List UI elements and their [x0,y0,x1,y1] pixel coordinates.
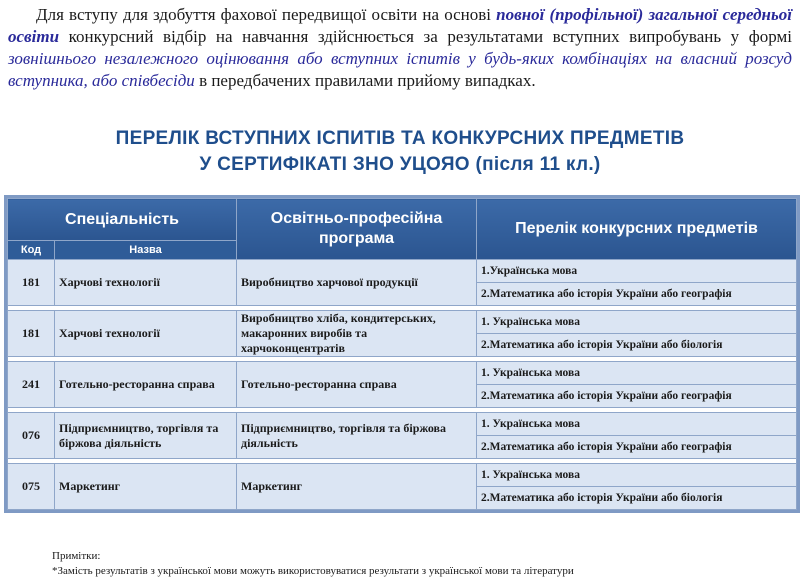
intro-text-1: Для вступу для здобуття фахової передвищої освіти на основі [36,5,497,24]
subject-item: 2.Математика або історія України або біологія [477,487,797,510]
subject-item: 2.Математика або історія України або географія [477,436,797,459]
subject-item: 1. Українська мова [477,413,797,436]
specialty-code: 181 [8,260,55,306]
intro-text-3: в передбачених правилами прийому випадках. [194,71,536,90]
specialty-code: 181 [8,311,55,357]
specialty-name: Готельно-ресторанна справа [55,362,237,408]
program-name: Маркетинг [237,464,477,510]
table-row [8,311,797,334]
subject-item: 2.Математика або історія України або географія [477,283,797,306]
specialty-name: Харчові технології [55,311,237,357]
header-specialty: Спеціальність [8,199,237,241]
specialty-name: Маркетинг [55,464,237,510]
notes [52,549,792,579]
table-row [8,464,797,487]
title-line-2: У СЕРТИФІКАТІ ЗНО УЦОЯО (після 11 кл.) [199,154,601,175]
intro-paragraph [8,4,792,92]
specialty-name: Підприємництво, торгівля та біржова діяльність [55,413,237,459]
program-name: Виробництво харчової продукції [237,260,477,306]
subject-item: 2.Математика або історія України або географія [477,385,797,408]
subject-item: 1.Українська мова [477,260,797,283]
header-name: Назва [55,241,237,260]
table-row [8,260,797,283]
subject-item: 1. Українська мова [477,464,797,487]
specialty-code: 241 [8,362,55,408]
subject-item: 1. Українська мова [477,311,797,334]
program-name: Виробництво хліба, кондитерських, макаронних виробів та харчоконцентратів [237,311,477,357]
subjects-table [4,195,800,513]
notes-text: *Замість результатів з української мови можуть використовуватися результати з української мови та літератури [52,565,574,577]
intro-emphasis-exams: зовнішнього незалежного оцінювання або вступних іспитів у будь-яких комбінаціях на власний розсуд вступника, або співбесіди [8,49,792,90]
table-row [8,362,797,385]
specialty-code: 076 [8,413,55,459]
table-row [8,413,797,436]
subject-item: 1. Українська мова [477,362,797,385]
intro-text-2: конкурсний відбір на навчання здійснюється за результатами вступних випробувань у формі [59,27,792,46]
program-name: Підприємництво, торгівля та біржова діяльність [237,413,477,459]
header-code: Код [8,241,55,260]
header-program: Освітньо-професійна програма [237,199,477,260]
intro-emphasis-education: повної (профільної) загальної середньої освіти [8,5,792,46]
specialty-code: 075 [8,464,55,510]
program-name: Готельно-ресторанна справа [237,362,477,408]
subject-item: 2.Математика або історія України або біологія [477,334,797,357]
notes-label: Примітки: [52,550,101,562]
specialty-name: Харчові технології [55,260,237,306]
page-title [0,126,800,178]
header-subjects: Перелік конкурсних предметів [477,199,797,260]
title-line-1: ПЕРЕЛІК ВСТУПНИХ ІСПИТІВ ТА КОНКУРСНИХ ПРЕДМЕТІВ [115,128,685,149]
